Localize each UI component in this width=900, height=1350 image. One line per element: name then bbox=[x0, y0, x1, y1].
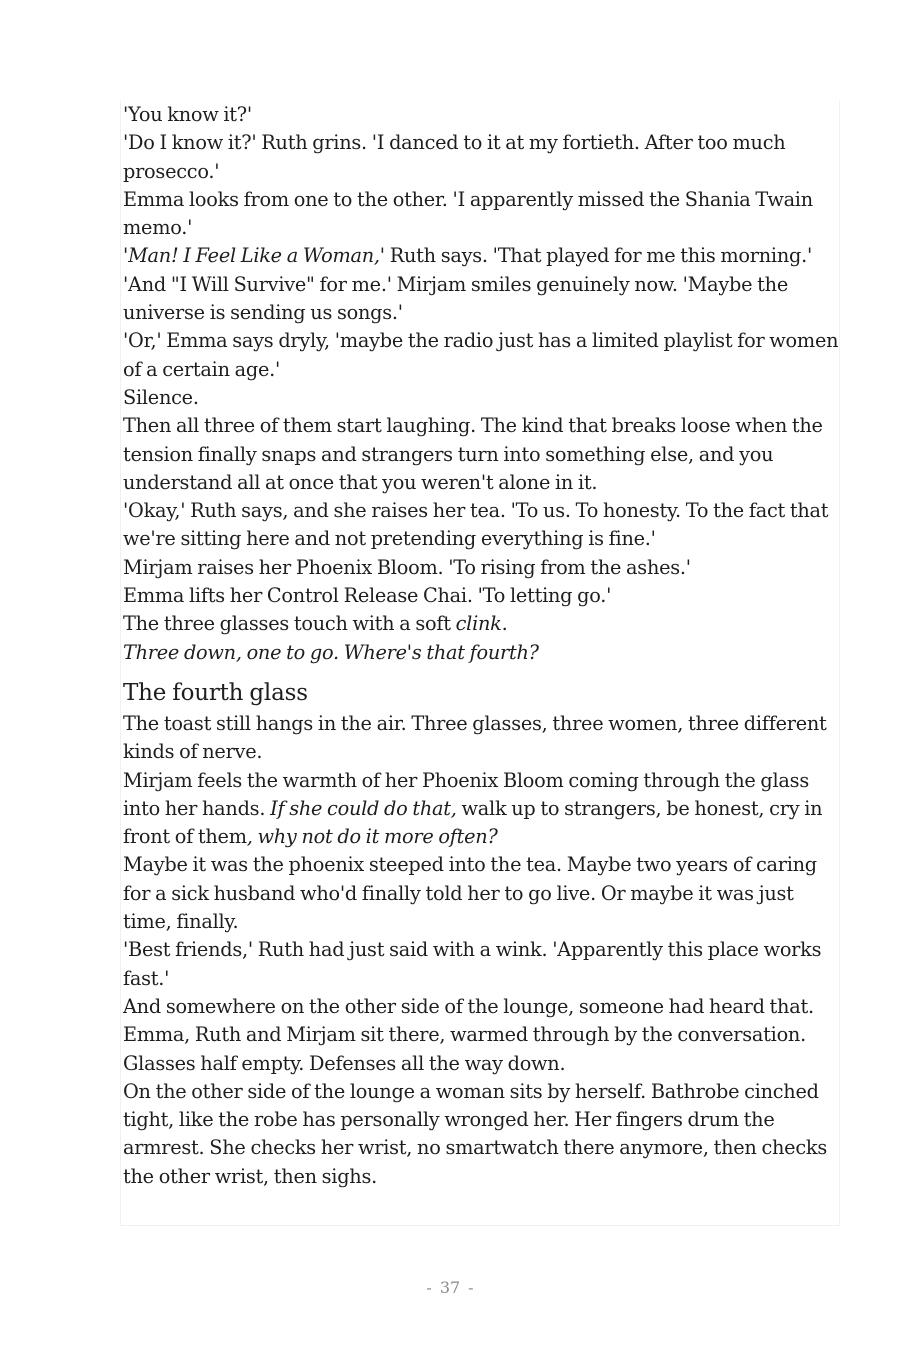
text-run: ' bbox=[123, 244, 129, 268]
paragraph bbox=[123, 1078, 839, 1191]
body-text bbox=[121, 101, 839, 1191]
text-run: Silence. bbox=[123, 385, 199, 409]
paragraph bbox=[123, 554, 839, 582]
section-heading: The fourth glass bbox=[123, 679, 308, 706]
paragraph bbox=[123, 936, 839, 993]
text-run: Emma lifts her Control Release Chai. 'To letting go.' bbox=[123, 584, 612, 608]
text-run: Mirjam raises her Phoenix Bloom. 'To rising from the ashes.' bbox=[123, 555, 691, 579]
text-run: Then all three of them start laughing. The kind that breaks loose when the tension finally snaps and strangers turn into something else, and you understand all at once that you weren't alone in it. bbox=[123, 414, 823, 494]
paragraph bbox=[123, 129, 839, 186]
italic-text: , why not do it more often? bbox=[246, 825, 498, 849]
paragraph bbox=[123, 186, 839, 243]
scene-end-text bbox=[123, 101, 839, 667]
italic-text: clink bbox=[455, 612, 502, 636]
text-run: ' Ruth says. 'That played for me this morning.' bbox=[379, 244, 813, 268]
paragraph bbox=[123, 101, 839, 129]
text-run: Emma looks from one to the other. 'I apparently missed the Shania Twain memo.' bbox=[123, 187, 813, 240]
paragraph bbox=[123, 384, 839, 412]
italic-text: Three down, one to go. Where's that fourth? bbox=[123, 640, 539, 664]
page-number-dash-left: - bbox=[426, 1278, 432, 1297]
section-text bbox=[123, 710, 839, 1191]
paragraph bbox=[123, 497, 839, 554]
paragraph bbox=[123, 1021, 839, 1078]
page-footer bbox=[0, 1278, 900, 1297]
paragraph bbox=[123, 271, 839, 328]
text-run: . bbox=[501, 612, 508, 636]
text-run: 'Best friends,' Ruth had just said with a wink. 'Apparently this place works fast.' bbox=[123, 938, 822, 990]
page-number: 37 bbox=[439, 1278, 461, 1297]
paragraph bbox=[123, 710, 839, 767]
text-run: 'And "I Will Survive" for me.' Mirjam smiles genuinely now. 'Maybe the universe is sending us songs.' bbox=[123, 272, 789, 325]
italic-text: If she could do that, bbox=[270, 796, 457, 820]
paragraph bbox=[123, 851, 839, 936]
text-run: And somewhere on the other side of the lounge, someone had heard that. bbox=[123, 994, 814, 1018]
text-run: The three glasses touch with a soft bbox=[123, 612, 456, 636]
paragraph bbox=[123, 412, 839, 497]
text-run: Mirjam feels the warmth of her Phoenix Bloom coming through the glass into her hands. bbox=[123, 768, 809, 820]
paragraph bbox=[123, 582, 839, 610]
text-run: walk up to strangers, be honest, cry in front of them bbox=[123, 796, 823, 849]
text-run: Maybe it was the phoenix steeped into the tea. Maybe two years of caring for a sick husband who'd finally told her to go live. Or maybe it was just time, finally. bbox=[123, 853, 817, 934]
paragraph bbox=[123, 610, 839, 638]
paragraph bbox=[123, 993, 839, 1021]
text-run: 'Okay,' Ruth says, and she raises her tea. 'To us. To honesty. To the fact that we're sitting here and not pretending everything is fine.' bbox=[123, 499, 829, 551]
text-run: 'You know it?' bbox=[123, 103, 252, 126]
text-run: The toast still hangs in the air. Three glasses, three women, three different kinds of nerve. bbox=[123, 711, 827, 764]
paragraph bbox=[123, 639, 839, 667]
paragraph bbox=[123, 767, 839, 852]
text-run: Emma, Ruth and Mirjam sit there, warmed through by the conversation. Glasses half empty. Defenses all the way down. bbox=[123, 1023, 806, 1075]
text-block bbox=[120, 101, 840, 1226]
page-number-dash-right: - bbox=[468, 1278, 474, 1297]
text-run: On the other side of the lounge a woman sits by herself. Bathrobe cinched tight, like the robe has personally wronged her. Her fingers drum the armrest. She checks her wrist, no smartwatch there anymore, then checks the other wrist, then sighs. bbox=[123, 1079, 827, 1188]
text-run: 'Or,' Emma says dryly, 'maybe the radio just has a limited playlist for women of a certain age.' bbox=[123, 329, 839, 381]
italic-text: Man! I Feel Like a Woman, bbox=[128, 244, 380, 268]
paragraph bbox=[123, 327, 839, 384]
paragraph bbox=[123, 242, 839, 270]
text-run: 'Do I know it?' Ruth grins. 'I danced to it at my fortieth. After too much prosecco.' bbox=[123, 131, 786, 183]
